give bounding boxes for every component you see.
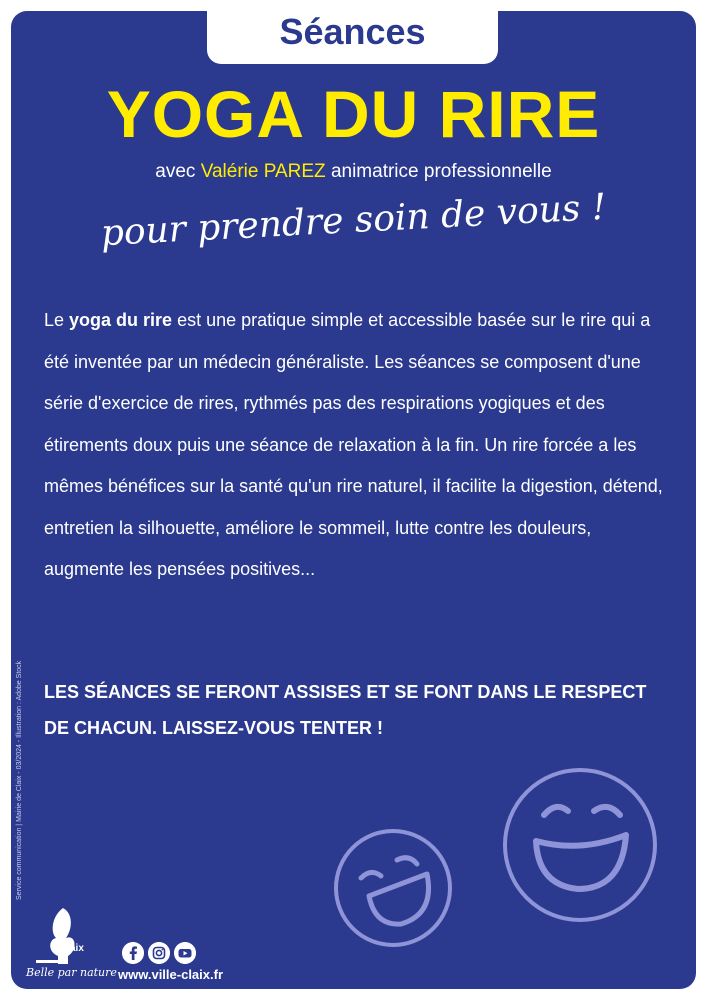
subtitle-suffix: animatrice professionnelle: [325, 161, 552, 182]
laughing-smiley-small-icon: [331, 826, 455, 950]
instagram-icon[interactable]: [148, 942, 170, 964]
page-title: YOGA DU RIRE: [106, 77, 601, 151]
side-credit: Service communication | Mairie de Claix - 03/2024 - Illustration : Adobe Stock: [16, 660, 23, 900]
sessions-tag-label: Séances: [279, 11, 426, 52]
intro-bold: yoga du rire: [69, 310, 173, 330]
description-paragraph: [44, 300, 672, 591]
youtube-icon[interactable]: [174, 942, 196, 964]
facebook-icon[interactable]: [122, 942, 144, 964]
sessions-tag: [207, 0, 498, 64]
subtitle: [11, 160, 696, 184]
subtitle-prefix: avec: [155, 161, 201, 182]
logo-brand: Claix: [60, 943, 84, 954]
logo-tagline: Belle par nature: [26, 966, 117, 979]
laughing-smiley-large-icon: [500, 765, 660, 925]
intro-prefix: Le: [44, 310, 70, 330]
script-tagline: pour prendre soin de vous !: [99, 186, 608, 255]
instructor-name: Valérie PAREZ: [200, 161, 326, 182]
closing-statement: LES SÉANCES SE FERONT ASSISES ET SE FONT DANS LE RESPECT DE CHACUN. LAISSEZ-VOUS TENTER !: [44, 682, 647, 738]
website-link[interactable]: www.ville-claix.fr: [118, 967, 224, 982]
intro-rest: est une pratique simple et accessible basée sur le rire qui a été inventée par un médecin généraliste. Les séances se composent d'une série d'exercice de rires, rythmés pas des respirations yogiques et des étirements doux puis une séance de relaxation à la fin. Un rire forcée a les mêmes bénéfices sur la santé qu'un rire naturel, il facilite la digestion, détend, entretien la silhouette, améliore le sommeil, lutte contre les douleurs, augmente les pensées positives...: [44, 310, 663, 579]
